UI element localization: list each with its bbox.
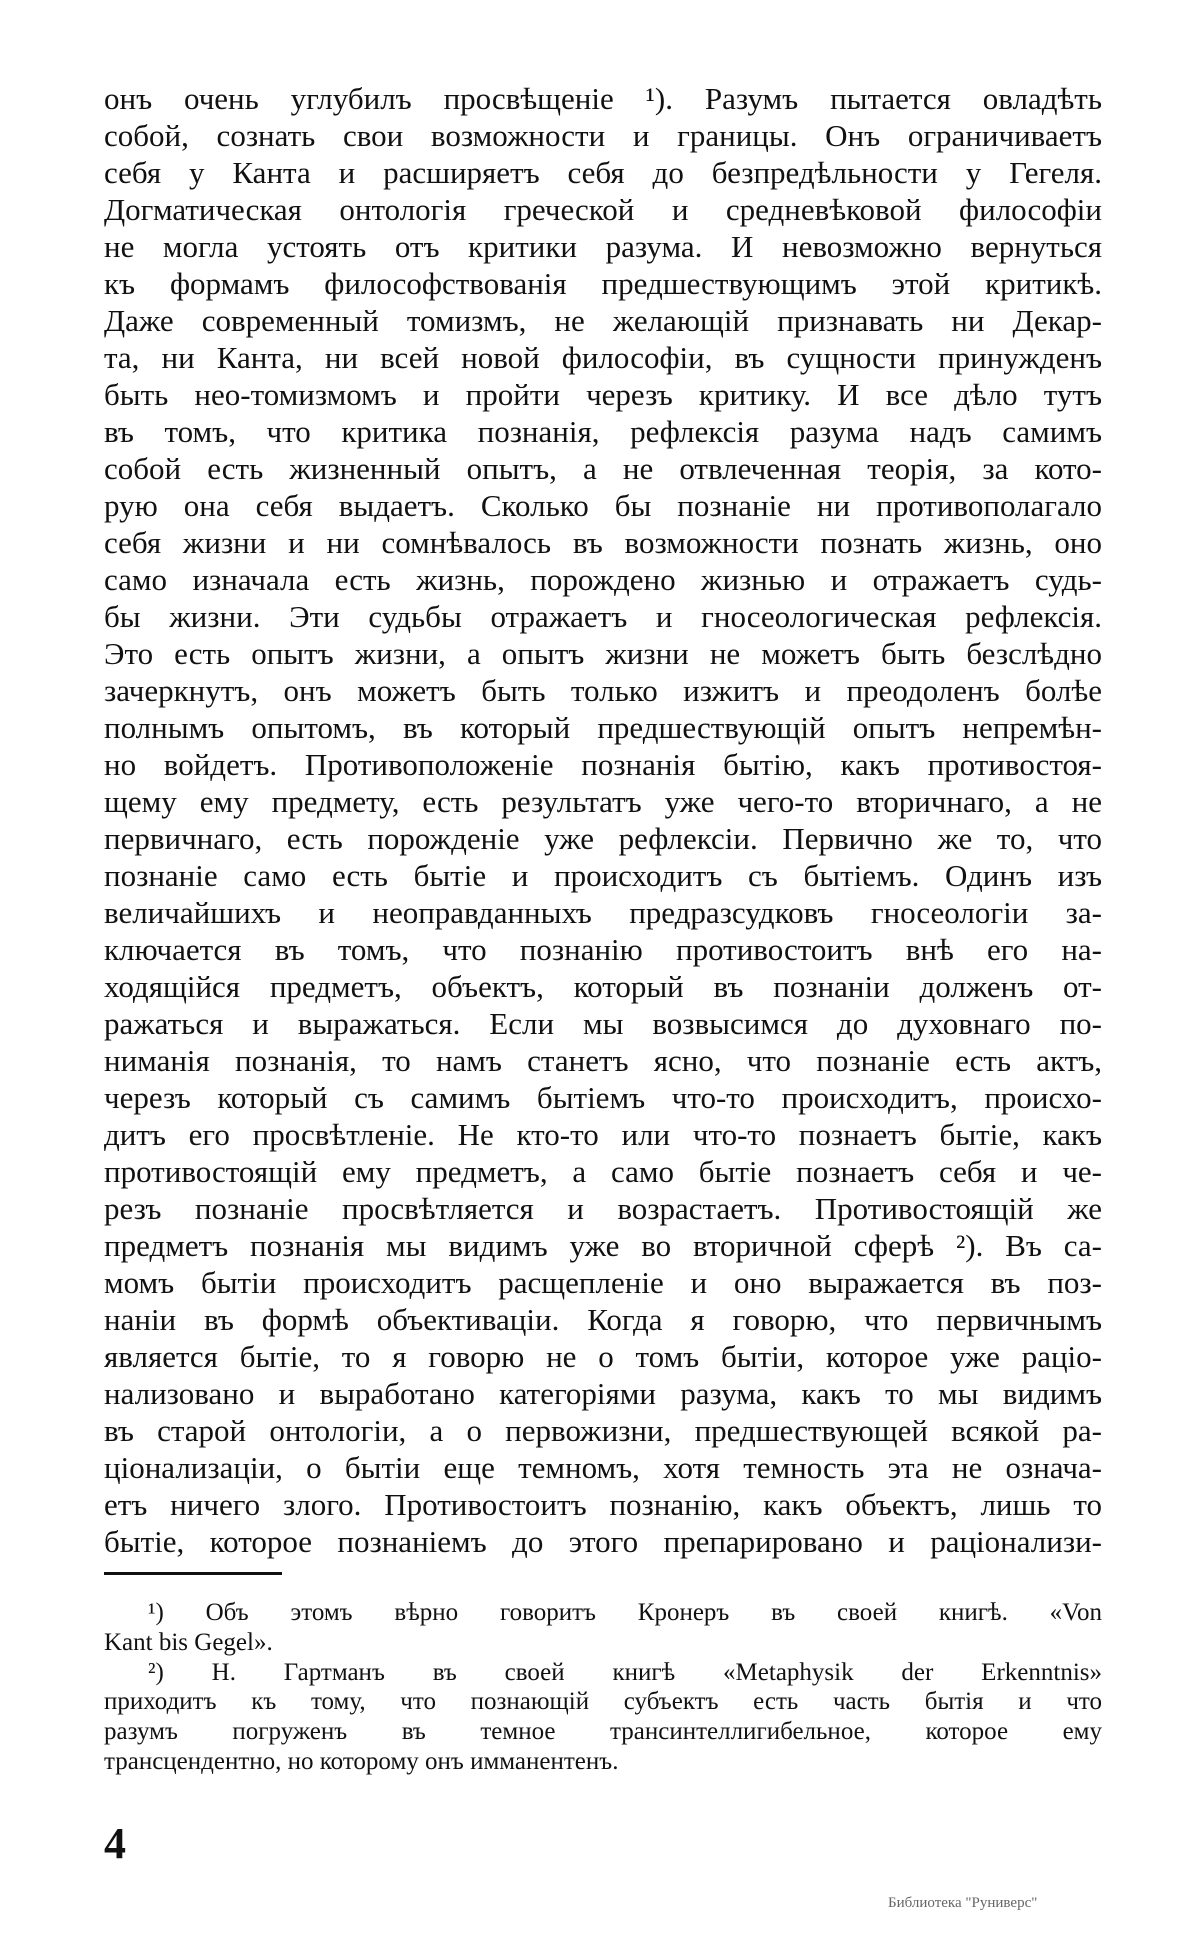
- text-line: [104, 1227, 1102, 1264]
- text-line: [104, 857, 1102, 894]
- text-line-content: собой есть жизненный опытъ, а не отвлеченная теорія, за кото-: [104, 451, 1102, 486]
- footnote-line: [104, 1687, 1102, 1717]
- text-line: [104, 820, 1102, 857]
- text-line-content: познаніе само есть бытіе и происходитъ съ бытіемъ. Одинъ изъ: [104, 858, 1102, 893]
- text-line: [104, 1523, 1102, 1560]
- text-line: [104, 1338, 1102, 1375]
- text-line: [104, 524, 1102, 561]
- text-line-content: Это есть опытъ жизни, а опытъ жизни не можетъ быть безслѣдно: [104, 636, 1102, 671]
- text-line-content: щему ему предмету, есть результатъ уже чего-то вторичнаго, а не: [104, 784, 1102, 819]
- text-line-content: ходящійся предметъ, объектъ, который въ познаніи долженъ от-: [104, 969, 1102, 1004]
- text-line: [104, 1005, 1102, 1042]
- text-line: [104, 672, 1102, 709]
- text-line: [104, 265, 1102, 302]
- text-line: [104, 1042, 1102, 1079]
- text-line-content: къ формамъ философствованія предшествующимъ этой критикѣ.: [104, 266, 1102, 301]
- text-line: [104, 783, 1102, 820]
- text-line-content: резъ познаніе просвѣтляется и возрастаетъ. Противостоящій же: [104, 1191, 1102, 1226]
- footnote-separator: [104, 1572, 282, 1575]
- text-line-content: но войдетъ. Противоположеніе познанія бытію, какъ противостоя-: [104, 747, 1102, 782]
- text-line-content: является бытіе, то я говорю не о томъ бытіи, которое уже раціо-: [104, 1339, 1102, 1374]
- text-line: [104, 1190, 1102, 1227]
- text-line: [104, 191, 1102, 228]
- text-line-content: полнымъ опытомъ, въ который предшествующій опытъ непремѣн-: [104, 710, 1102, 745]
- text-line: [104, 376, 1102, 413]
- footnote-line-content: разумъ погруженъ въ темное трансинтеллигибельное, которое ему: [104, 1718, 1102, 1746]
- text-line-content: момъ бытіи происходитъ расщепленіе и оно выражается въ поз-: [104, 1265, 1102, 1300]
- text-line: [104, 598, 1102, 635]
- text-line: [104, 1486, 1102, 1523]
- footnote-line: [104, 1717, 1102, 1747]
- text-line: [104, 80, 1102, 117]
- text-line-content: въ старой онтологіи, а о первожизни, предшествующей всякой ра-: [104, 1413, 1102, 1448]
- text-line-content: зачеркнутъ, онъ можетъ быть только изжитъ и преодоленъ болѣе: [104, 673, 1102, 708]
- text-line-content: собой, сознать свои возможности и границы. Онъ ограничиваетъ: [104, 118, 1102, 153]
- text-line: [104, 450, 1102, 487]
- text-line: [104, 154, 1102, 191]
- footnote-line-content: ¹) Объ этомъ вѣрно говоритъ Кронеръ въ своей книгѣ. «Von: [148, 1599, 1102, 1626]
- text-line: [104, 931, 1102, 968]
- footnote-line-content: приходитъ къ тому, что познающій субъектъ есть часть бытія и что: [104, 1688, 1102, 1716]
- text-line: [104, 1153, 1102, 1190]
- text-line-content: дитъ его просвѣтленіе. Не кто-то или что-то познаетъ бытіе, какъ: [104, 1117, 1102, 1152]
- text-line-content: Даже современный томизмъ, не желающій признавать ни Декар-: [104, 303, 1102, 338]
- text-line: [104, 968, 1102, 1005]
- text-line-content: етъ ничего злого. Противостоитъ познанію, какъ объектъ, лишь то: [104, 1487, 1102, 1522]
- text-line-content: быть нео-томизмомъ и пройти черезъ критику. И все дѣло тутъ: [104, 377, 1102, 412]
- text-line-content: ражаться и выражаться. Если мы возвысимся до духовнаго по-: [104, 1006, 1102, 1041]
- footnote-line-content: трансцендентно, но которому онъ имманентенъ.: [104, 1747, 619, 1775]
- page-number: 4: [104, 1819, 126, 1868]
- footnote-line: [104, 1628, 1102, 1658]
- text-line-content: первичнаго, есть порожденіе уже рефлексіи. Первично же то, что: [104, 821, 1102, 856]
- text-line: [104, 1079, 1102, 1116]
- text-line: [104, 635, 1102, 672]
- text-line: [104, 117, 1102, 154]
- text-line-content: противостоящій ему предметъ, а само бытіе познаетъ себя и че-: [104, 1154, 1102, 1189]
- text-line: [104, 413, 1102, 450]
- text-line-content: онъ очень углубилъ просвѣщеніе ¹). Разумъ пытается овладѣть: [104, 81, 1102, 116]
- text-line: [104, 339, 1102, 376]
- body-text: [104, 80, 1102, 1560]
- footnotes: [104, 1598, 1102, 1777]
- text-line-content: само изначала есть жизнь, порождено жизнью и отражаетъ судь-: [104, 562, 1102, 597]
- text-line: [104, 1301, 1102, 1338]
- text-line: [104, 302, 1102, 339]
- text-line-content: рую она себя выдаетъ. Сколько бы познаніе ни противополагало: [104, 488, 1102, 523]
- text-line: [104, 1375, 1102, 1412]
- footnote-line: [104, 1658, 1102, 1688]
- text-line-content: предметъ познанія мы видимъ уже во вторичной сферѣ ²). Въ са-: [104, 1228, 1102, 1263]
- text-line: [104, 1412, 1102, 1449]
- text-line-content: бытіе, которое познаніемъ до этого препарировано и раціонализи-: [104, 1524, 1102, 1559]
- footnote-line-content: ²) Н. Гартманъ въ своей книгѣ «Metaphysik der Erkenntnis»: [148, 1658, 1102, 1686]
- text-line-content: величайшихъ и неоправданныхъ предразсудковъ гносеологіи за-: [104, 895, 1102, 930]
- text-line-content: ключается въ томъ, что познанію противостоитъ внѣ его на-: [104, 932, 1102, 967]
- text-line-content: нализовано и выработано категоріями разума, какъ то мы видимъ: [104, 1376, 1102, 1411]
- text-line-content: себя жизни и ни сомнѣвалось въ возможности познать жизнь, оно: [104, 525, 1102, 560]
- text-line-content: ниманія познанія, то намъ станетъ ясно, что познаніе есть актъ,: [104, 1043, 1102, 1078]
- footnote-line-content: Kant bis Gegel».: [104, 1628, 273, 1656]
- text-line: [104, 1116, 1102, 1153]
- text-line-content: Догматическая онтологія греческой и средневѣковой философіи: [104, 192, 1102, 227]
- text-line-content: въ томъ, что критика познанія, рефлексія разума надъ самимъ: [104, 414, 1102, 449]
- text-line: [104, 1449, 1102, 1486]
- text-line-content: ціонализаціи, о бытіи еще темномъ, хотя темность эта не означа-: [104, 1450, 1102, 1485]
- text-line-content: бы жизни. Эти судьбы отражаетъ и гносеологическая рефлексія.: [104, 599, 1102, 634]
- text-line-content: черезъ который съ самимъ бытіемъ что-то происходитъ, происхо-: [104, 1080, 1102, 1115]
- text-line-content: та, ни Канта, ни всей новой философіи, въ сущности принужденъ: [104, 340, 1102, 375]
- text-line-content: себя у Канта и расширяетъ себя до безпредѣльности у Гегеля.: [104, 155, 1102, 190]
- text-line: [104, 894, 1102, 931]
- footnote-line: [104, 1598, 1102, 1628]
- text-line: [104, 228, 1102, 265]
- text-line: [104, 561, 1102, 598]
- text-line-content: наніи въ формѣ объективаціи. Когда я говорю, что первичнымъ: [104, 1302, 1102, 1337]
- text-line-content: не могла устоять отъ критики разума. И невозможно вернуться: [104, 229, 1102, 264]
- text-line: [104, 746, 1102, 783]
- text-line: [104, 1264, 1102, 1301]
- footnote-line: [104, 1747, 1102, 1777]
- library-watermark: Библиотека "Руниверс": [888, 1895, 1038, 1911]
- text-line: [104, 487, 1102, 524]
- text-line: [104, 709, 1102, 746]
